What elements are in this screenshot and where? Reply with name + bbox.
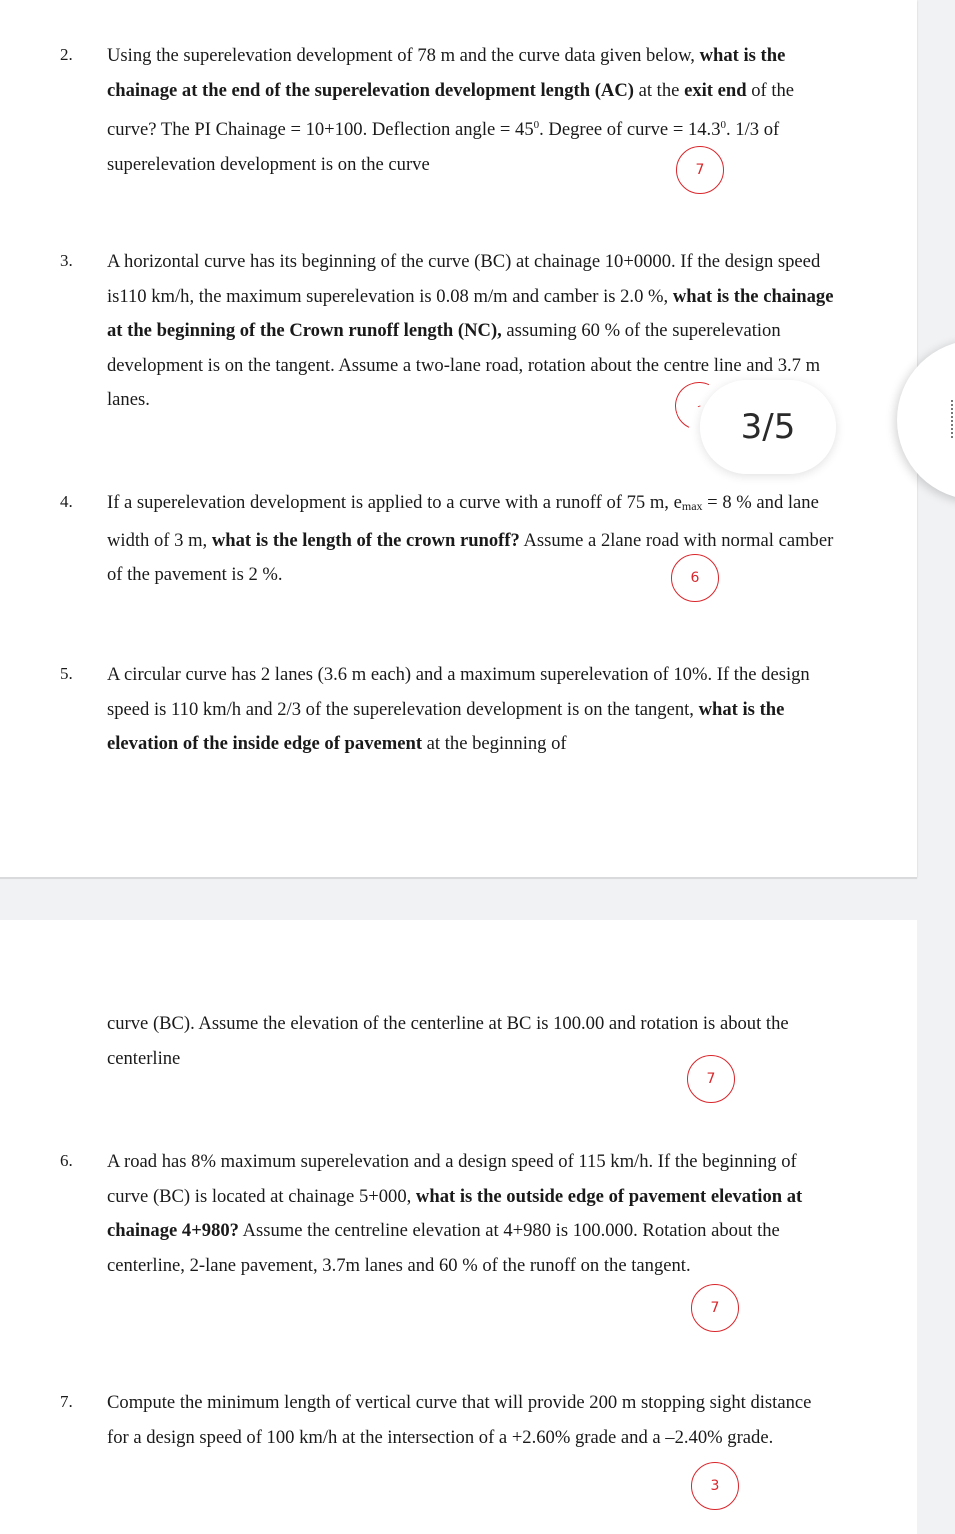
score-mark: 7 <box>687 1055 735 1103</box>
page-indicator: 3/5 <box>700 380 836 474</box>
question-text: A road has 8% maximum superelevation and a design speed of 115 km/h. If the beginning of curve (BC) is located at chainage 5+000, what is the outside edge of pavement elevation at chainage 4+980? Assume the centreline elevation at 4+980 is 100.000. Rotation about the centerline, 2-lane pavement, 3.7m lanes and 60 % of the runoff on the tangent. <box>107 1151 803 1276</box>
question-text: If a superelevation development is applied to a curve with a runoff of 75 m, emax = 8 % and lane width of 3 m, what is the length of the crown runoff? Assume a 2lane road with normal camber of the pavement is 2 %. <box>107 492 834 585</box>
question-text-continued: curve (BC). Assume the elevation of the centerline at BC is 100.00 and rotation is about the centerline <box>107 1013 789 1069</box>
score-mark: 6 <box>671 554 719 602</box>
question-text: A horizontal curve has its beginning of the curve (BC) at chainage 10+0000. If the design speed is110 km/h, the maximum superelevation is 0.08 m/m and camber is 2.0 %, what is the chainage at the beginning of the Crown runoff length (NC), assuming 60 % of the superelevation development is on the tangent. Assume a two-lane road, rotation about the centre line and 3.7 m lanes. <box>107 251 834 410</box>
score-mark: 3 <box>691 1462 739 1510</box>
score-mark: 7 <box>691 1284 739 1332</box>
question-text: Using the superelevation development of 78 m and the curve data given below, what is the chainage at the end of the superelevation development length (AC) at the exit end of the curve? The PI Chainage = 10+100. Deflection angle = $45^0$. Degree of curve = $14.3^0$. 1/3 of superelevation development is on the curve <box>107 45 795 175</box>
question-number: 6. <box>60 1151 73 1170</box>
score-mark: - <box>668 375 730 437</box>
question-number: 2. <box>60 45 73 64</box>
page-divider <box>0 877 917 879</box>
question-text: A circular curve has 2 lanes (3.6 m each) and a maximum superelevation of 10%. If the design speed is 110 km/h and 2/3 of the superelevation development is on the tangent, what is the elevation of the inside edge of pavement at the beginning of <box>107 664 810 754</box>
question-number: 5. <box>60 664 73 683</box>
question-text: Compute the minimum length of vertical curve that will provide 200 m stopping sight distance for a design speed of 100 km/h at the intersection of a +2.60% grade and a –2.40% grade. <box>107 1392 812 1448</box>
score-mark: 7 <box>676 146 724 194</box>
question-number: 3. <box>60 251 73 270</box>
question-number: 4. <box>60 492 73 511</box>
question-number: 7. <box>60 1392 73 1411</box>
